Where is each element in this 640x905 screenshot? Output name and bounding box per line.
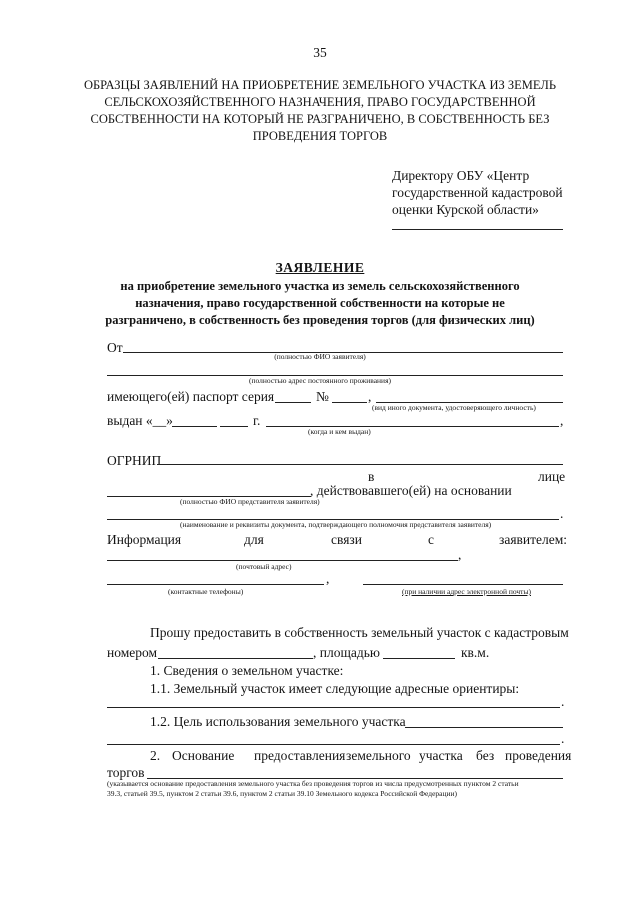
issued-month-field[interactable] <box>172 426 217 427</box>
section-2-line-2: торгов <box>107 765 145 780</box>
from-label: От <box>107 340 123 355</box>
area-unit: кв.м. <box>461 645 490 660</box>
number-sign: № <box>316 389 329 404</box>
issued-year-field[interactable] <box>220 426 248 427</box>
phone-comma: , <box>326 571 330 586</box>
info-word-1: Информация <box>107 532 182 547</box>
ogrnip-label: ОГРНИП <box>107 453 162 468</box>
section-2-word-1: 2. <box>150 748 161 763</box>
section-2-word-7: проведения <box>505 748 572 763</box>
ogrnip-field[interactable] <box>157 464 563 465</box>
header-line-2: СЕЛЬСКОХОЗЯЙСТВЕННОГО НАЗНАЧЕНИЯ, ПРАВО ГОСУДАРСТВЕННОЙ <box>104 95 536 109</box>
landmarks-period: . <box>561 694 565 709</box>
other-document-caption: (вид иного документа, удостоверяющего личность) <box>372 403 536 412</box>
recipient-line <box>392 229 563 230</box>
section-1-heading: 1. Сведения о земельном участке: <box>150 663 344 678</box>
document-title: ЗАЯВЛЕНИЕ <box>275 260 365 275</box>
purpose-period: . <box>561 731 565 746</box>
recipient-line-3: оценки Курской области» <box>392 202 539 217</box>
purpose-field-2[interactable] <box>107 744 560 745</box>
phone-field[interactable] <box>107 584 324 585</box>
authority-document-caption: (наименование и реквизиты документа, подтверждающего полномочия представителя заявителя) <box>180 520 492 529</box>
cadastral-number-label: номером <box>107 645 158 660</box>
cadastral-number-field[interactable] <box>158 658 313 659</box>
passport-label: имеющего(ей) паспорт серия <box>107 389 275 404</box>
issued-label: выдан «__» <box>107 413 173 428</box>
section-2-word-4: земельного <box>346 748 411 763</box>
address-caption: (полностью адрес постоянного проживания) <box>248 376 392 385</box>
representative-caption: (полностью ФИО представителя заявителя) <box>180 497 320 506</box>
recipient-line-2: государственной кадастровой <box>392 185 563 200</box>
passport-series-field[interactable] <box>275 402 311 403</box>
page-number: 35 <box>313 45 327 60</box>
postal-address-field[interactable] <box>107 560 458 561</box>
email-caption: (при наличии адрес электронной почты) <box>402 587 531 596</box>
request-line: Прошу предоставить в собственность земельный участок с кадастровым <box>150 625 569 640</box>
section-2-word-6: без <box>476 748 495 763</box>
phone-caption: (контактные телефоны) <box>168 587 244 596</box>
purpose-field[interactable] <box>405 727 563 728</box>
face-word: лице <box>538 469 566 484</box>
header-line-1: ОБРАЗЦЫ ЗАЯВЛЕНИЙ НА ПРИОБРЕТЕНИЕ ЗЕМЕЛЬНОГО УЧАСТКА ИЗ ЗЕМЕЛЬ <box>83 78 557 92</box>
applicant-name-caption: (полностью ФИО заявителя) <box>274 352 366 361</box>
acting-label: , действовавшего(ей) на основании <box>310 483 512 498</box>
section-2-word-2: Основание <box>172 748 235 763</box>
passport-number-field[interactable] <box>332 402 367 403</box>
info-word-2: для <box>244 532 264 547</box>
passport-comma: , <box>368 389 372 404</box>
basis-caption-2: 39.3, статьей 39.5, пунктом 2 статьи 39.6, пунктом 2 статьи 39.10 Земельного кодекса Российской Федерации) <box>107 789 458 798</box>
issued-comma: , <box>560 413 564 428</box>
subtitle-line-2: назначения, право государственной собственности на которые не <box>135 296 505 310</box>
area-label: , площадью <box>313 645 380 660</box>
section-1-1-heading: 1.1. Земельный участок имеет следующие адресные ориентиры: <box>150 681 520 696</box>
header-line-4: ПРОВЕДЕНИЯ ТОРГОВ <box>252 129 388 143</box>
info-word-4: с <box>428 532 434 547</box>
issued-caption: (когда и кем выдан) <box>308 427 371 436</box>
area-field[interactable] <box>383 658 455 659</box>
year-label: г. <box>253 413 261 428</box>
section-1-2-heading: 1.2. Цель использования земельного участка <box>150 714 406 729</box>
subtitle-line-1: на приобретение земельного участка из земель сельскохозяйственного <box>120 279 520 293</box>
basis-caption-1: (указывается основание предоставления земельного участка без проведения торгов из числа предусмотренных пунктом 2 статьи <box>107 779 519 788</box>
email-field[interactable] <box>363 584 563 585</box>
section-2-word-5: участка <box>419 748 463 763</box>
authority-period: . <box>560 506 564 521</box>
info-word-5: заявителем: <box>499 532 568 547</box>
postal-comma: , <box>458 547 462 562</box>
recipient-line-1: Директору ОБУ «Центр <box>392 168 530 183</box>
info-word-3: связи <box>331 532 362 547</box>
section-2-word-3: предоставления <box>254 748 346 763</box>
header-line-3: СОБСТВЕННОСТИ НА КОТОРЫЙ НЕ РАЗГРАНИЧЕНО, В СОБСТВЕННОСТЬ БЕЗ <box>90 112 550 126</box>
in-word: в <box>368 469 375 484</box>
postal-caption: (почтовый адрес) <box>236 562 292 571</box>
address-landmarks-field[interactable] <box>107 707 560 708</box>
subtitle-line-3: разграничено, в собственность без проведения торгов (для физических лиц) <box>105 313 535 327</box>
